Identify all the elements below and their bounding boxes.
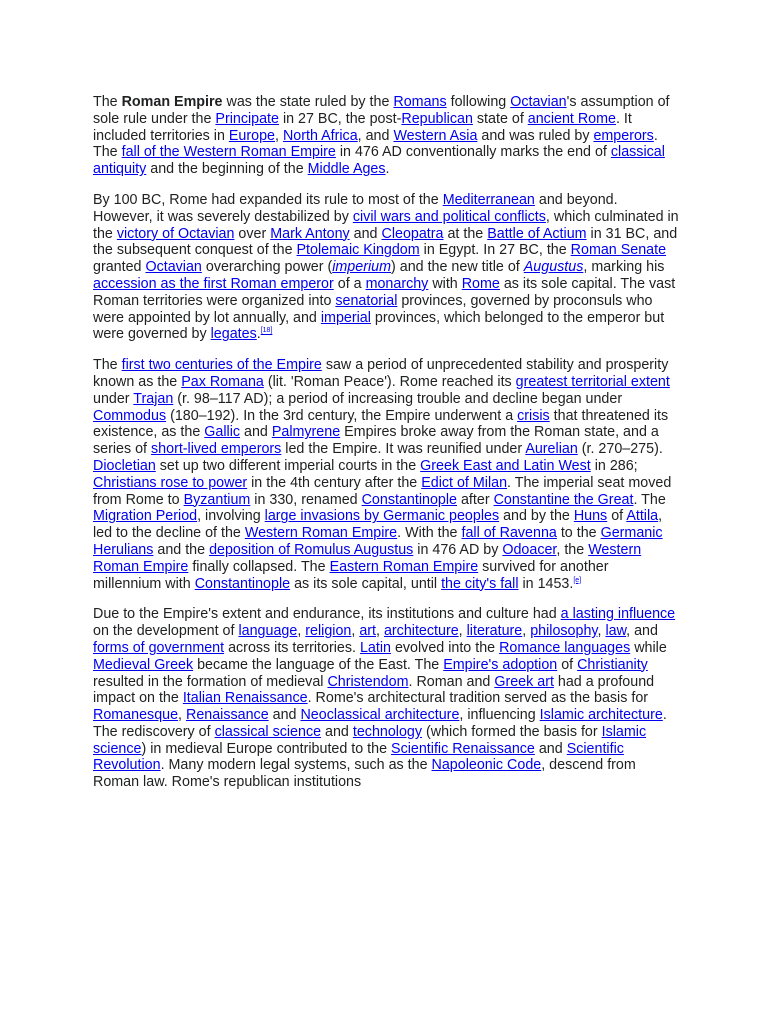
text-run: while (630, 639, 667, 656)
text-run: . Many modern legal systems, such as the (160, 757, 432, 774)
text-run: , which culminated in the (93, 208, 679, 242)
inline-link[interactable]: Mark Antony (270, 225, 350, 242)
text-run: By 100 BC, Rome had expanded its rule to most of the (93, 191, 443, 208)
text-run: resulted in the formation of medieval (93, 673, 328, 690)
inline-link[interactable]: Renaissance (186, 707, 269, 724)
inline-link[interactable]: Latin (359, 639, 391, 656)
text-run: and (321, 723, 353, 740)
text-run: of (607, 508, 627, 525)
inline-link[interactable]: architecture (383, 623, 459, 640)
text-run: , (178, 707, 186, 724)
inline-link[interactable]: forms of government (93, 639, 225, 656)
text-run: finally collapsed. The (188, 558, 330, 575)
inline-link[interactable]: emperors (593, 127, 654, 144)
text-run: in 476 AD by (413, 541, 503, 558)
text-run: , (597, 623, 606, 640)
text-run: saw a period of unprecedented stability and prosperity known as the (93, 357, 669, 390)
inline-link[interactable]: accession as the first Roman emperor (93, 275, 334, 292)
text-run: , and (357, 127, 394, 144)
text-run: , and (626, 623, 658, 640)
text-run: , (297, 623, 306, 640)
inline-link[interactable]: Attila (626, 508, 659, 525)
inline-link[interactable]: Greek art (494, 673, 554, 690)
inline-link[interactable]: Germanic Herulians (93, 525, 663, 558)
inline-link[interactable]: Middle Ages (307, 161, 386, 178)
text-run: Empires broke away from the Roman state, and a series of (93, 424, 659, 458)
citation (261, 328, 273, 335)
paragraph-intro (93, 94, 680, 178)
inline-link[interactable]: Medieval Greek (93, 656, 194, 673)
text-run: and beyond. However, it was severely destabilized by (93, 191, 618, 225)
text-run: as its sole capital. The vast Roman territories were organized into (93, 275, 676, 309)
text-run: granted (93, 259, 146, 276)
inline-link[interactable]: Scientific Renaissance (391, 740, 535, 757)
inline-link[interactable]: Aurelian (525, 441, 578, 458)
inline-link[interactable]: Islamic architecture (539, 707, 663, 724)
inline-link[interactable]: Western Roman Empire (244, 525, 398, 542)
text-run: (r. 98–117 AD); a period of increasing trouble and decline began under (173, 390, 623, 407)
text-run: and the (153, 541, 210, 558)
inline-link[interactable]: Huns (573, 508, 608, 525)
text-run: in 1453. (518, 575, 574, 592)
text-run: evolved into the (390, 639, 500, 656)
text-run: in 27 BC, the post- (278, 110, 402, 127)
inline-link[interactable]: Western Asia (393, 127, 478, 144)
text-run: . (256, 326, 261, 343)
citation-link[interactable]: [18] (260, 327, 273, 335)
inline-link[interactable]: deposition of Romulus Augustus (209, 541, 414, 558)
inline-link[interactable]: classical science (214, 723, 322, 740)
text-run: , marking his (583, 259, 665, 276)
text-run: in 286; (590, 457, 638, 474)
text-run: , (522, 623, 531, 640)
inline-link[interactable]: fall of the Western Roman Empire (121, 144, 336, 161)
text-run: and (268, 707, 301, 724)
text-run: (lit. 'Roman Peace'). Rome reached its (263, 373, 516, 390)
text-run: , descend from Roman law. Rome's republican institutions (93, 757, 636, 791)
inline-link[interactable]: senatorial (335, 292, 398, 309)
inline-link[interactable]: legates (210, 326, 257, 343)
inline-link[interactable]: classical antiquity (93, 144, 665, 178)
bold-term: Roman Empire (121, 94, 223, 110)
text-run: to the (556, 525, 601, 542)
text-run: , (458, 623, 467, 640)
text-run: in 476 AD conventionally marks the end of (335, 144, 611, 161)
inline-link[interactable]: Augustus (523, 259, 584, 276)
inline-link[interactable]: Byzantium (183, 491, 251, 508)
inline-link[interactable]: greatest territorial extent (515, 373, 670, 390)
inline-link[interactable]: Neoclassical architecture (300, 707, 460, 724)
text-run: under (93, 390, 134, 407)
inline-link[interactable]: Rome (461, 275, 500, 292)
inline-link[interactable]: Ptolemaic Kingdom (296, 242, 420, 259)
text-run: (r. 270–275). (577, 441, 663, 458)
inline-link[interactable]: Octavian (510, 94, 567, 110)
text-run: . The (93, 127, 658, 161)
inline-link[interactable]: Gallic (204, 424, 241, 441)
text-run: and the beginning of the (146, 161, 308, 178)
text-run: , (275, 127, 283, 144)
inline-link[interactable]: crisis (517, 407, 550, 424)
text-run: had a profound impact on the (93, 673, 655, 707)
text-run: and by the (499, 508, 574, 525)
inline-link[interactable]: Christianity (577, 656, 648, 673)
text-run: and (240, 424, 272, 441)
text-run: . Roman and (408, 673, 495, 690)
inline-link[interactable]: imperium (332, 259, 392, 276)
citation (573, 577, 581, 584)
inline-link[interactable]: the city's fall (441, 575, 519, 592)
inline-link[interactable]: Battle of Actium (487, 225, 587, 242)
text-run: overarching power ( (201, 259, 333, 276)
inline-link[interactable]: first two centuries of the Empire (121, 357, 322, 374)
text-run: 's assumption of sole rule under the (93, 94, 670, 127)
inline-link[interactable]: Republican (401, 110, 473, 127)
text-run: that threatened its existence, as the (93, 407, 669, 441)
text-run: over (234, 225, 271, 242)
inline-link[interactable]: North Africa (282, 127, 358, 144)
text-run: , (351, 623, 360, 640)
inline-link[interactable]: Mediterranean (442, 191, 535, 208)
text-run: . The (633, 491, 666, 508)
text-run: The (93, 357, 122, 374)
inline-link[interactable]: Eastern Roman Empire (329, 558, 479, 575)
inline-link[interactable]: religion (305, 623, 352, 640)
inline-link[interactable]: Constantinople (361, 491, 457, 508)
inline-link[interactable]: Napoleonic Code (431, 757, 542, 774)
inline-link[interactable]: Empire's adoption (443, 656, 558, 673)
inline-link[interactable]: Migration Period (93, 508, 198, 525)
inline-link[interactable]: victory of Octavian (116, 225, 235, 242)
inline-link[interactable]: Romance languages (499, 639, 631, 656)
inline-link[interactable]: large invasions by Germanic peoples (264, 508, 500, 525)
text-run: . With the (397, 525, 462, 542)
text-run: . (385, 161, 390, 178)
inline-link[interactable]: Italian Renaissance (182, 690, 308, 707)
inline-link[interactable]: Commodus (93, 407, 167, 424)
text-run: , involving (197, 508, 265, 525)
inline-link[interactable]: Constantinople (194, 575, 291, 592)
inline-link[interactable]: Scientific Revolution (93, 740, 624, 774)
text-run: . It included territories in (93, 110, 632, 144)
paragraph-legacy (93, 606, 680, 791)
text-run: The (93, 94, 122, 110)
text-run: provinces, which belonged to the emperor but were governed by (93, 309, 665, 343)
inline-link[interactable]: Pax Romana (181, 373, 264, 390)
text-run: . The rediscovery of (93, 707, 667, 740)
inline-link[interactable]: Western Roman Empire (93, 541, 642, 575)
text-run: was the state ruled by the (222, 94, 394, 110)
inline-link[interactable]: Christendom (327, 673, 409, 690)
inline-link[interactable]: Romans (393, 94, 447, 110)
text-run: of a (333, 275, 366, 292)
text-run: led the Empire. It was reunified under (281, 441, 526, 458)
inline-link[interactable]: ancient Rome (527, 110, 616, 127)
text-run: at the (443, 225, 488, 242)
inline-link[interactable]: Constantine the Great (493, 491, 634, 508)
inline-link[interactable]: imperial (320, 309, 371, 326)
inline-link[interactable]: Diocletian (93, 457, 156, 474)
text-run: ) and the new title of (391, 259, 524, 276)
inline-link[interactable]: monarchy (365, 275, 429, 292)
text-run: , led to the decline of the (93, 508, 663, 542)
text-run: with (428, 275, 462, 292)
text-run: . Rome's architectural tradition served as the basis for (307, 690, 649, 707)
citation-link[interactable]: [e] (573, 576, 582, 584)
inline-link[interactable]: a lasting influence (560, 606, 676, 623)
text-run: . The imperial seat moved from Rome to (93, 474, 672, 508)
inline-link[interactable]: Trajan (133, 390, 174, 407)
text-run: , (376, 623, 384, 640)
inline-link[interactable]: Romanesque (93, 707, 179, 724)
text-run: of (557, 656, 578, 673)
inline-link[interactable]: Roman Senate (570, 242, 667, 259)
inline-link[interactable]: language (238, 623, 298, 640)
text-run: following (446, 94, 511, 110)
inline-link[interactable]: fall of Ravenna (461, 525, 557, 542)
inline-link[interactable]: Odoacer (502, 541, 557, 558)
inline-link[interactable]: Octavian (145, 259, 202, 276)
inline-link[interactable]: Edict of Milan (421, 474, 508, 491)
text-run: provinces, governed by proconsuls who were appointed by lot annually, and (93, 292, 653, 326)
inline-link[interactable]: short-lived emperors (151, 441, 282, 458)
text-run: (which formed the basis for (422, 723, 602, 740)
text-run: in 330, renamed (250, 491, 362, 508)
inline-link[interactable]: art (359, 623, 377, 640)
inline-link[interactable]: Greek East and Latin West (420, 457, 591, 474)
text-run: across its territories. (224, 639, 360, 656)
text-run: in the 4th century after the (247, 474, 422, 491)
text-run: on the development of (93, 623, 239, 640)
text-run: and (534, 740, 567, 757)
inline-link[interactable]: Europe (228, 127, 275, 144)
text-run: and (349, 225, 382, 242)
text-run: , influencing (459, 707, 540, 724)
text-run: (180–192). In the 3rd century, the Empire underwent a (166, 407, 518, 424)
inline-link[interactable]: technology (352, 723, 423, 740)
inline-link[interactable]: civil wars and political conflicts (352, 208, 546, 225)
inline-link[interactable]: Palmyrene (271, 424, 341, 441)
inline-link[interactable]: Cleopatra (381, 225, 444, 242)
inline-link[interactable]: philosophy (530, 623, 598, 640)
text-run: in 31 BC, and the subsequent conquest of the (93, 225, 678, 259)
inline-link[interactable]: literature (466, 623, 523, 640)
text-run: and was ruled by (477, 127, 594, 144)
text-run: in Egypt. In 27 BC, the (419, 242, 571, 259)
inline-link[interactable]: law (605, 623, 627, 640)
text-run: state of (472, 110, 528, 127)
text-run: as its sole capital, until (290, 575, 442, 592)
text-run: , the (556, 541, 589, 558)
text-run: survived for another millennium with (93, 558, 609, 592)
inline-link[interactable]: Islamic science (93, 723, 647, 757)
paragraph-expansion (93, 192, 680, 343)
text-run: became the language of the East. The (193, 656, 444, 673)
text-run: Due to the Empire's extent and endurance, its institutions and culture had (93, 606, 561, 623)
text-run: ) in medieval Europe contributed to the (141, 740, 392, 757)
paragraph-centuries (93, 357, 680, 592)
inline-link[interactable]: Principate (215, 110, 279, 127)
text-run: after (457, 491, 494, 508)
text-run: set up two different imperial courts in the (155, 457, 421, 474)
inline-link[interactable]: Christians rose to power (93, 474, 248, 491)
